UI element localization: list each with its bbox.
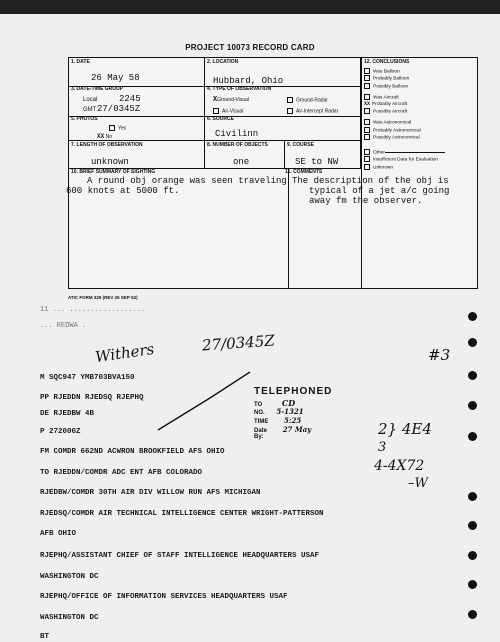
type-air-visual — [213, 108, 243, 114]
type-checked-mark: X — [213, 96, 218, 104]
type-ground-radar — [287, 97, 328, 103]
dtg-label: 3. DATE-TIME GROUP — [71, 86, 124, 92]
photos-no — [97, 133, 112, 140]
feed-hole — [468, 312, 477, 321]
photos-no-label: No — [105, 134, 112, 140]
faded-fragment-2: ... REDWA . — [40, 322, 87, 330]
objects-label: 8. NUMBER OF OBJECTS — [207, 142, 268, 148]
form-footer: ATIC FORM 329 (REV 26 SEP 52) — [68, 295, 138, 300]
source-value: Civilinn — [215, 129, 259, 139]
photos-yes — [109, 125, 126, 131]
conclusion-item — [364, 94, 445, 101]
tt-line: WASHINGTON DC — [40, 573, 99, 581]
type-label: 4. TYPE OF OBSERVATION — [207, 86, 272, 92]
handwritten-number: #3 — [428, 346, 451, 364]
objects-value: one — [233, 157, 250, 167]
tt-line: TO RJEDDN/COMDR ADC ENT AFB COLORADO — [40, 469, 203, 477]
type-ground-visual — [213, 96, 249, 104]
gmt-value: 27/0345Z — [97, 104, 141, 114]
type-air-intercept-label: Air-Intercept Radar — [296, 108, 339, 115]
conclusion-item — [364, 134, 445, 141]
feed-hole — [468, 371, 477, 380]
comments-line-1: The description of the obj is — [292, 176, 449, 186]
record-card — [68, 57, 478, 289]
stamp-date-label: Date — [254, 428, 268, 434]
stamp-no-value: 5-1321 — [276, 407, 304, 416]
teletype-message — [40, 344, 460, 642]
comments-line-3: away fm the observer. — [309, 196, 423, 206]
tt-line: RJEPHQ/ASSISTANT CHIEF OF STAFF INTELLIGENCE HEADQUARTERS USAF — [40, 552, 320, 560]
stamp-no-label: NO. — [254, 410, 265, 416]
conclusion-text: Other — [373, 150, 385, 156]
tt-line: RJEDSQ/COMDR AIR TECHNICAL INTELLIGENCE CENTER WRIGHT-PATTERSON — [40, 510, 324, 518]
stamp-to-value: CD — [281, 398, 296, 408]
course-label: 9. COURSE — [287, 142, 314, 148]
tt-line: FM COMDR 662ND ACWRON BROOKFIELD AFS OHIO — [40, 448, 225, 456]
faded-fragment-1: 11 ... .................. — [40, 306, 146, 314]
type-air-intercept — [287, 108, 338, 114]
comments-line-2: typical of a jet a/c going — [309, 186, 450, 196]
objects-cell — [205, 141, 285, 169]
source-label: 6. SOURCE — [207, 116, 234, 122]
handwritten-note-2: 3 — [378, 440, 387, 455]
date-value: 26 May 58 — [91, 73, 140, 83]
photos-yes-label: Yes — [118, 125, 127, 132]
feed-hole — [468, 610, 477, 619]
photos-cell — [69, 117, 205, 141]
feed-hole — [468, 338, 477, 347]
handwritten-note-4: –W — [408, 476, 428, 491]
location-cell — [205, 58, 361, 87]
course-value: SE to NW — [295, 157, 339, 167]
conclusion-item — [364, 164, 445, 171]
feed-hole — [468, 580, 477, 589]
conclusion-item — [364, 156, 445, 163]
location-value: Hubbard, Ohio — [213, 76, 284, 86]
conclusion-item — [364, 108, 445, 115]
stamp-date — [254, 425, 312, 434]
conclusion-text: Probably Astronomical — [373, 127, 421, 133]
conclusion-mark: XX — [364, 101, 371, 108]
conclusion-text: Was Balloon — [373, 69, 400, 75]
handwritten-dtg: 27/0345Z — [201, 331, 276, 355]
photos-label: 5. PHOTOS — [71, 116, 98, 122]
conclusion-text: Insufficient Data for Evaluation — [373, 157, 438, 163]
photos-no-mark: XX — [97, 133, 105, 140]
course-cell — [285, 141, 361, 169]
tt-line: BT — [40, 633, 50, 641]
conclusion-text: Was Astronomical — [373, 120, 412, 126]
conclusion-item — [364, 127, 445, 134]
tt-line: P 272000Z — [40, 428, 81, 436]
type-cell — [205, 87, 361, 117]
date-cell — [69, 58, 205, 87]
summary-line-2: 600 knots at 5000 ft. — [66, 186, 180, 196]
length-value: unknown — [91, 157, 129, 167]
local-label: Local — [83, 97, 98, 103]
conclusion-item — [364, 68, 445, 75]
tt-line: AFB OHIO — [40, 530, 77, 538]
card-title: PROJECT 10073 RECORD CARD — [185, 43, 315, 52]
tt-line: WASHINGTON DC — [40, 614, 99, 622]
tt-line: RJEDBW/COMDR 30TH AIR DIV WILLOW RUN AFS MICHIGAN — [40, 489, 261, 497]
source-cell — [205, 117, 361, 141]
conclusions-list — [364, 68, 445, 171]
conclusion-text: Unknown — [373, 164, 393, 170]
conclusions-label: 12. CONCLUSIONS — [364, 59, 410, 65]
handwritten-note-3: 4-4X72 — [374, 458, 425, 474]
stamp-time-label: TIME — [254, 419, 269, 425]
conclusion-item — [364, 119, 445, 126]
gmt-label: GMT — [83, 107, 97, 113]
conclusion-item — [364, 149, 445, 156]
summary-label: 10. BRIEF SUMMARY OF SIGHTING — [71, 169, 156, 175]
feed-hole — [468, 492, 477, 501]
feed-hole — [468, 551, 477, 560]
feed-hole — [468, 521, 477, 530]
handwritten-signature: Withers — [94, 339, 156, 367]
conclusions-cell — [361, 58, 476, 288]
stamp-to-label: TO — [254, 402, 263, 408]
summary-cell — [66, 169, 289, 288]
stamp-by-label: By: — [254, 434, 264, 440]
tt-line: RJEPHQ/OFFICE OF INFORMATION SERVICES HEADQUARTERS USAF — [40, 593, 288, 601]
conclusion-text: Was Aircraft — [373, 95, 399, 101]
conclusion-text: Possibly Aircraft — [373, 109, 408, 115]
type-air-visual-label: Air-Visual — [222, 108, 244, 115]
conclusion-text: Probably Balloon — [373, 76, 410, 82]
conclusion-item — [364, 75, 445, 82]
stamp-no — [254, 407, 304, 416]
date-label: 1. DATE — [71, 59, 90, 65]
type-ground-radar-label: Ground-Radar — [296, 97, 328, 104]
feed-hole — [468, 432, 477, 441]
dtg-cell — [69, 87, 205, 117]
tt-line: PP RJEDDN RJEDSQ RJEPHQ — [40, 394, 144, 402]
stamp-date-value: 27 May — [282, 425, 312, 434]
stamp-title: TELEPHONED — [254, 386, 333, 397]
conclusion-item — [364, 101, 445, 108]
type-ground-visual-label: Ground-Visual — [217, 97, 250, 103]
summary-line-1: A round obj orange was seen traveling — [87, 176, 287, 186]
stamp-by — [254, 434, 264, 440]
tt-line: DE RJEDBW 4B — [40, 410, 95, 418]
scan-border — [0, 0, 500, 14]
conclusion-text: Possibly Astronomical — [373, 135, 420, 141]
comments-label: 11. COMMENTS — [285, 169, 323, 175]
stamp-time — [254, 416, 302, 425]
local-value: 2245 — [119, 94, 141, 104]
telephoned-stamp — [254, 386, 333, 440]
length-label: 7. LENGTH OF OBSERVATION — [71, 142, 143, 148]
feed-hole — [468, 401, 477, 410]
conclusion-text: Probably Aircraft — [372, 102, 408, 108]
handwritten-note-1: 2} 4E4 — [378, 420, 432, 438]
stamp-time-value: 5:25 — [284, 416, 302, 425]
conclusion-text: Possibly Balloon — [373, 83, 409, 89]
tt-line: M SQC947 YMB703BVA150 — [40, 374, 135, 382]
conclusion-item — [364, 83, 445, 90]
location-label: 2. LOCATION — [207, 59, 239, 65]
length-cell — [69, 141, 205, 169]
